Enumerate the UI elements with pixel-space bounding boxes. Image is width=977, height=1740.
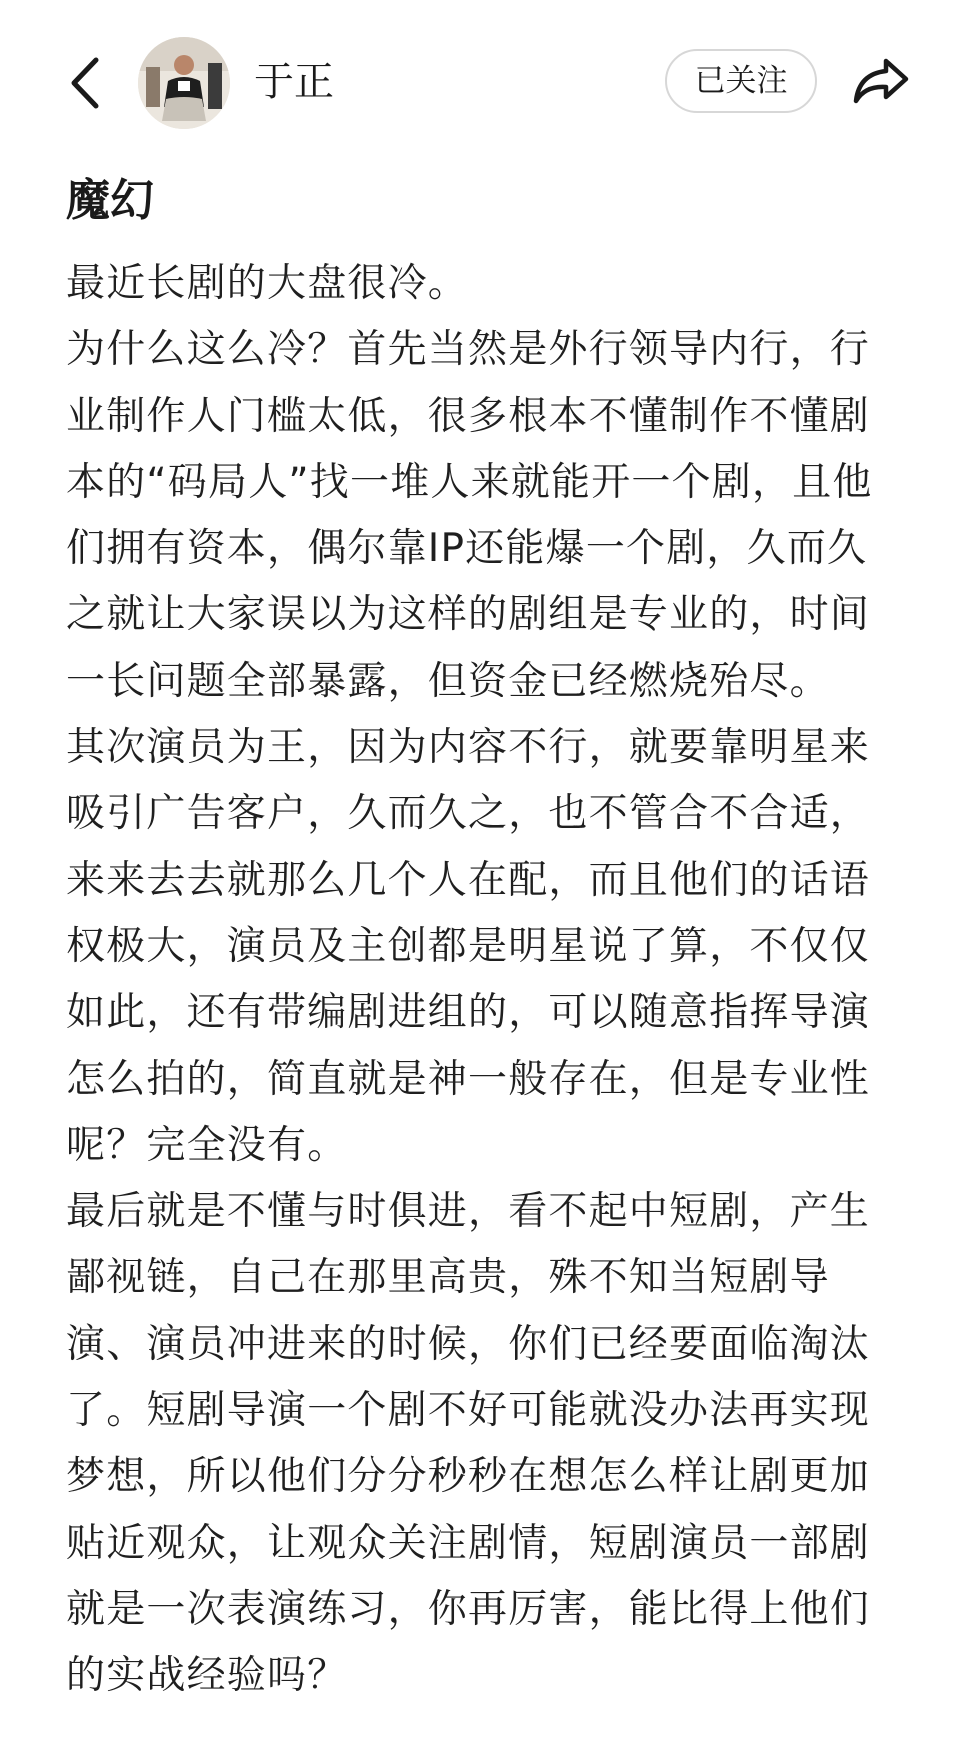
post-paragraph: 为什么这么冷？首先当然是外行领导内行，行业制作人门槛太低，很多根本不懂制作不懂剧本的“码局人”找一堆人来就能开一个剧，且他们拥有资本，偶尔靠IP还能爆一个剧，久而久之就让大家误以为这样的剧组是专业的，时间一长问题全部暴露，但资金已经燃烧殆尽。: [66, 327, 873, 704]
author-avatar[interactable]: [138, 37, 230, 129]
share-arrow-icon: [852, 53, 912, 109]
back-button[interactable]: [60, 52, 112, 114]
post-paragraph: 其次演员为王，因为内容不行，就要靠明星来吸引广告客户，久而久之，也不管合不合适，来来去去就那么几个人在配，而且他们的话语权极大，演员及主创都是明星说了算，不仅仅如此，还有带编剧进组的，可以随意指挥导演怎么拍的，简直就是神一般存在，但是专业性呢？完全没有。: [66, 725, 871, 1168]
post-title: 魔幻: [66, 175, 154, 226]
author-name[interactable]: 于正: [254, 59, 334, 105]
post-paragraph: 最近长剧的大盘很冷。: [66, 261, 469, 306]
share-button[interactable]: [852, 53, 912, 109]
follow-button[interactable]: 已关注: [665, 49, 817, 113]
post-body: [66, 251, 896, 1710]
avatar-image: [138, 37, 230, 129]
chevron-left-icon: [60, 52, 112, 114]
top-bar: [0, 0, 977, 165]
post-paragraph: 最后就是不懂与时俱进，看不起中短剧，产生鄙视链，自己在那里高贵，殊不知当短剧导演、演员冲进来的时候，你们已经要面临淘汰了。短剧导演一个剧不好可能就没办法再实现梦想，所以他们分分秒秒在想怎么样让剧更加贴近观众，让观众关注剧情，短剧演员一部剧就是一次表演练习，你再厉害，能比得上他们的实战经验吗？: [66, 1189, 871, 1699]
